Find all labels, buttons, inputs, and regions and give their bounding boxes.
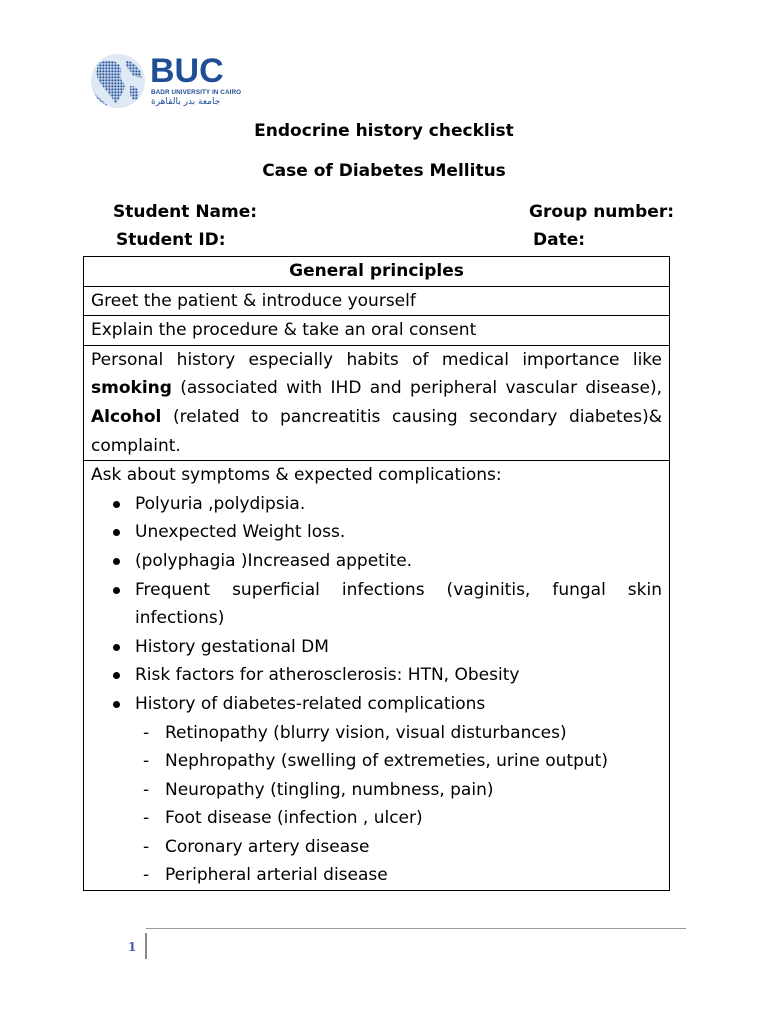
list-item: [113, 490, 662, 519]
list-item: [139, 833, 662, 862]
smoking-term: smoking: [91, 378, 172, 399]
list-item-text: Frequent superficial infections (vaginitis, fungal skin infections): [135, 579, 662, 629]
student-name-label: Student Name:: [113, 202, 258, 222]
footer-divider: [146, 928, 686, 929]
list-item-text: Neuropathy (tingling, numbness, pain): [165, 779, 494, 800]
dash-marker: -: [143, 779, 150, 800]
symptoms-intro: Ask about symptoms & expected complications:: [91, 465, 502, 486]
document-subtitle: Case of Diabetes Mellitus: [262, 161, 506, 181]
checklist-item-personal-history: [84, 345, 670, 460]
list-item-text: Retinopathy (blurry vision, visual disturbances): [165, 722, 567, 743]
personal-history-text: Personal history especially habits of medical importance like: [91, 349, 662, 370]
dash-marker: -: [143, 836, 150, 857]
list-item-text: Foot disease (infection , ulcer): [165, 808, 423, 829]
personal-history-text: (associated with IHD and peripheral vascular disease),: [171, 378, 662, 399]
list-item: [113, 690, 662, 719]
list-item-text: History gestational DM: [135, 636, 329, 657]
buc-logo: [90, 52, 250, 112]
list-item-text: Nephropathy (swelling of extremeties, urine output): [165, 751, 608, 772]
list-item: [113, 661, 662, 690]
list-item-text: (polyphagia )Increased appetite.: [135, 550, 413, 571]
list-item-text: Coronary artery disease: [165, 836, 370, 857]
logo-arabic: جامعة بدر بالقاهرة: [151, 97, 221, 107]
list-item: [113, 633, 662, 662]
table-row: [84, 345, 670, 460]
logo-subtitle: BADR UNIVERSITY IN CAIRO: [151, 89, 242, 96]
list-item-text: Polyuria ,polydipsia.: [135, 493, 306, 514]
dash-marker: -: [143, 751, 150, 772]
list-item-text: Peripheral arterial disease: [165, 865, 388, 886]
list-item-text: Risk factors for atherosclerosis: HTN, Obesity: [135, 665, 520, 686]
table-row: [84, 461, 670, 891]
bullet-icon: [113, 558, 120, 565]
bullet-icon: [113, 701, 120, 708]
list-item: [113, 518, 662, 547]
logo-brand: BUC: [150, 52, 224, 90]
page-number: 1: [128, 940, 137, 954]
checklist-item-greet: Greet the patient & introduce yourself: [84, 286, 670, 316]
dash-marker: -: [143, 808, 150, 829]
personal-history-text: (related to pancreatitis causing secondary diabetes)& complaint.: [91, 406, 662, 456]
list-item-text: History of diabetes-related complications: [135, 693, 486, 714]
section-header: General principles: [84, 257, 670, 287]
list-item-text: Unexpected Weight loss.: [135, 522, 346, 543]
dash-marker: -: [143, 865, 150, 886]
table-row: [84, 286, 670, 316]
checklist-item-consent: Explain the procedure & take an oral consent: [84, 316, 670, 346]
bullet-icon: [113, 501, 120, 508]
footer-vertical-divider: [145, 933, 147, 959]
symptoms-list: [91, 490, 662, 719]
list-item: [139, 719, 662, 748]
checklist-table: [83, 256, 670, 891]
complications-list: [91, 719, 662, 891]
alcohol-term: Alcohol: [91, 406, 162, 427]
group-number-label: Group number:: [529, 202, 675, 222]
bullet-icon: [113, 672, 120, 679]
student-id-label: Student ID:: [116, 230, 226, 250]
bullet-icon: [113, 644, 120, 651]
date-label: Date:: [533, 230, 586, 250]
list-item: [139, 747, 662, 776]
table-row: [84, 316, 670, 346]
globe-icon: [90, 52, 146, 110]
checklist-item-symptoms: [84, 461, 670, 891]
bullet-icon: [113, 529, 120, 536]
list-item: [139, 861, 662, 890]
list-item: [139, 804, 662, 833]
list-item: [139, 776, 662, 805]
list-item: [113, 547, 662, 576]
bullet-icon: [113, 587, 120, 594]
table-row: [84, 257, 670, 287]
list-item: [113, 576, 662, 633]
dash-marker: -: [143, 722, 150, 743]
document-title: Endocrine history checklist: [254, 121, 514, 141]
